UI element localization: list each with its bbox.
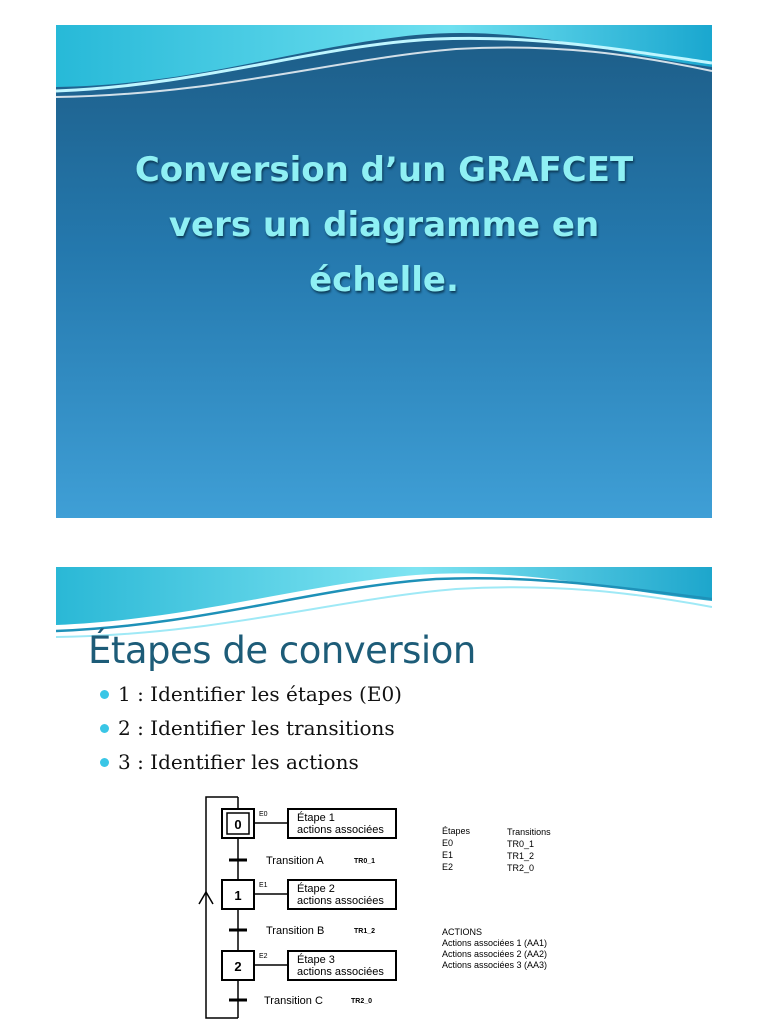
title-line: Conversion d’un GRAFCET <box>134 150 634 190</box>
bullet-item: 2 : Identifier les transitions <box>100 711 402 745</box>
transition-label: Transition A <box>266 855 324 867</box>
legend-header: ACTIONS <box>442 927 483 937</box>
legend-item: Actions associées 3 (AA3) <box>442 960 548 970</box>
transition-label: Transition B <box>266 925 325 937</box>
transition-c <box>229 995 372 1007</box>
transition-code: TR1_2 <box>354 928 376 935</box>
bullet-list <box>100 677 402 779</box>
step-action-line: actions associées <box>297 895 384 907</box>
slide1-title <box>56 143 712 308</box>
legend-actions <box>442 927 547 970</box>
legend-header: Transitions <box>507 827 551 837</box>
step-action-line: actions associées <box>297 966 384 978</box>
legend-item: TR0_1 <box>507 839 535 849</box>
transition-b <box>229 925 375 937</box>
legend-item: Actions associées 1 (AA1) <box>442 938 548 948</box>
legend-etapes <box>442 826 471 872</box>
transition-label: Transition C <box>264 995 323 1007</box>
step-action-line: Étape 2 <box>297 883 335 895</box>
step-number: 2 <box>234 959 242 974</box>
step-tag: E1 <box>259 882 268 889</box>
step-2 <box>222 951 396 980</box>
content-slide <box>56 567 712 1024</box>
legend-item: E0 <box>442 838 454 848</box>
transition-a <box>229 855 375 867</box>
bullet-item: 1 : Identifier les étapes (E0) <box>100 677 402 711</box>
legend-item: TR2_0 <box>507 863 535 873</box>
step-tag: E0 <box>259 811 268 818</box>
legend-item: E2 <box>442 862 454 872</box>
step-number: 0 <box>234 817 242 832</box>
legend-transitions <box>507 827 551 873</box>
legend-header: Étapes <box>442 826 471 836</box>
grafcet-diagram <box>188 792 608 1024</box>
title-line: échelle. <box>309 260 459 300</box>
title-slide <box>56 25 712 518</box>
step-action-line: Étape 3 <box>297 954 335 966</box>
title-line: vers un diagramme en <box>168 205 600 245</box>
legend-item: TR1_2 <box>507 851 535 861</box>
slide2-title: Étapes de conversion <box>88 629 476 672</box>
transition-code: TR2_0 <box>351 998 373 1005</box>
step-0 <box>222 809 396 838</box>
step-tag: E2 <box>259 953 268 960</box>
transition-code: TR0_1 <box>354 858 376 865</box>
legend-item: Actions associées 2 (AA2) <box>442 949 548 959</box>
bullet-item: 3 : Identifier les actions <box>100 745 402 779</box>
wave-decoration <box>56 25 712 105</box>
step-number: 1 <box>234 888 242 903</box>
step-1 <box>222 880 396 909</box>
step-action-line: Étape 1 <box>297 812 335 824</box>
step-action-line: actions associées <box>297 824 384 836</box>
legend-item: E1 <box>442 850 454 860</box>
